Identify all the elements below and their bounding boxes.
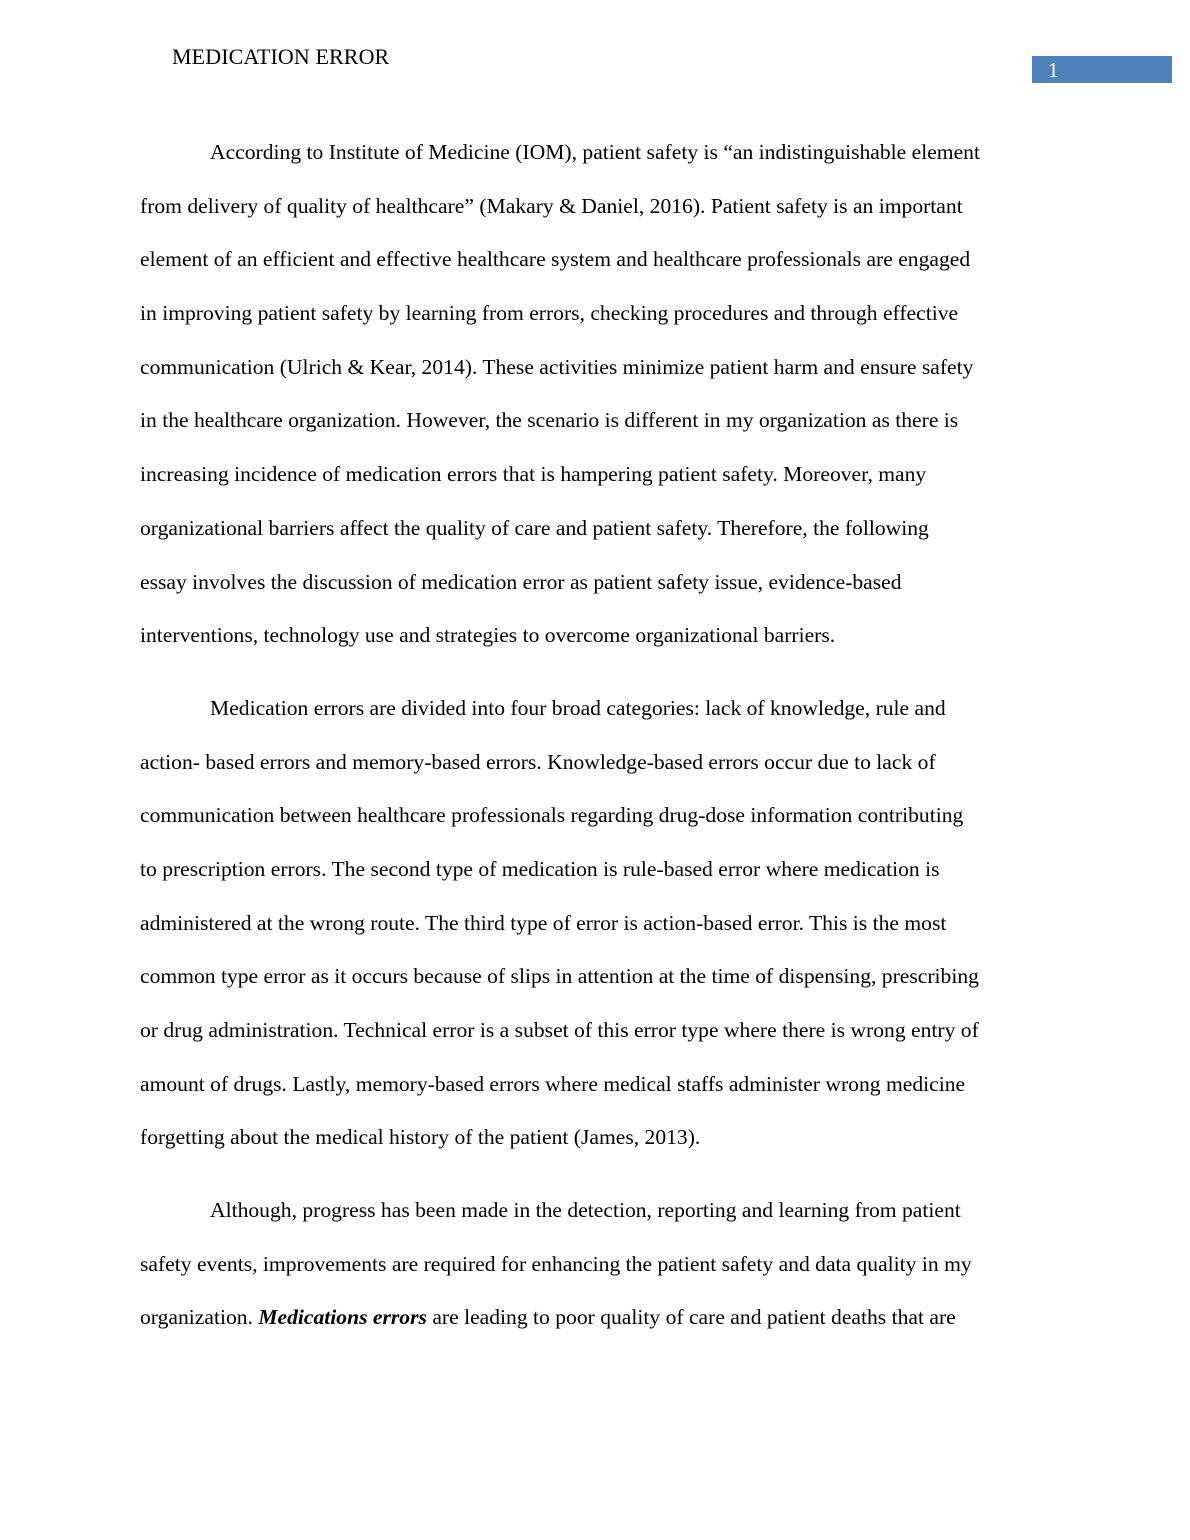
paragraph-line: to prescription errors. The second type of medication is rule-based error where medication is (140, 856, 940, 881)
paragraph-line: safety events, improvements are required for enhancing the patient safety and data quality in my (140, 1251, 972, 1276)
emphasized-term: Medications errors (258, 1305, 427, 1330)
paragraph-3 (140, 1184, 1052, 1345)
paragraph-line: from delivery of quality of healthcare” (Makary & Daniel, 2016). Patient safety is an important (140, 193, 963, 218)
paragraph-line: communication (Ulrich & Kear, 2014). These activities minimize patient harm and ensure safety (140, 354, 974, 379)
paragraph-line: According to Institute of Medicine (IOM), patient safety is “an indistinguishable element (210, 140, 980, 164)
paragraph-line-emphasis (140, 1291, 1052, 1345)
page-number-badge (1032, 56, 1172, 83)
page-number: 1 (1048, 58, 1059, 82)
paragraph-line: common type error as it occurs because of slips in attention at the time of dispensing, prescribing (140, 964, 979, 989)
paragraph-line: Medication errors are divided into four broad categories: lack of knowledge, rule and (210, 695, 946, 720)
paragraph-line: organizational barriers affect the quality of care and patient safety. Therefore, the following (140, 515, 929, 540)
document-body (140, 126, 1052, 1345)
paragraph-line: in improving patient safety by learning from errors, checking procedures and through effective (140, 301, 959, 326)
paragraph-line: amount of drugs. Lastly, memory-based errors where medical staffs administer wrong medicine (140, 1071, 966, 1096)
paragraph-line: element of an efficient and effective healthcare system and healthcare professionals are engaged (140, 247, 971, 272)
paragraph-line: Although, progress has been made in the detection, reporting and learning from patient (210, 1198, 961, 1223)
paragraph-1 (140, 126, 1052, 663)
paragraph-spacer (140, 1165, 1052, 1184)
paragraph-line: action- based errors and memory-based errors. Knowledge-based errors occur due to lack of (140, 749, 936, 774)
paragraph-line: forgetting about the medical history of the patient (James, 2013). (140, 1125, 701, 1150)
paragraph-spacer (140, 663, 1052, 682)
paragraph-line: essay involves the discussion of medication error as patient safety issue, evidence-based (140, 569, 902, 594)
paragraph-line: administered at the wrong route. The third type of error is action-based error. This is the most (140, 910, 947, 935)
paragraph-line: in the healthcare organization. However, the scenario is different in my organization as there is (140, 408, 959, 433)
paragraph-line: increasing incidence of medication errors that is hampering patient safety. Moreover, many (140, 462, 927, 487)
text-run: are leading to poor quality of care and patient deaths that are (426, 1305, 956, 1330)
paragraph-line: interventions, technology use and strategies to overcome organizational barriers. (140, 623, 836, 648)
running-head: MEDICATION ERROR (172, 44, 390, 69)
paragraph-line: or drug administration. Technical error is a subset of this error type where there is wrong entry of (140, 1018, 979, 1042)
text-run: organization. (140, 1305, 259, 1330)
paragraph-2 (140, 682, 1052, 1165)
paragraph-line: communication between healthcare professionals regarding drug-dose information contributing (140, 803, 964, 828)
